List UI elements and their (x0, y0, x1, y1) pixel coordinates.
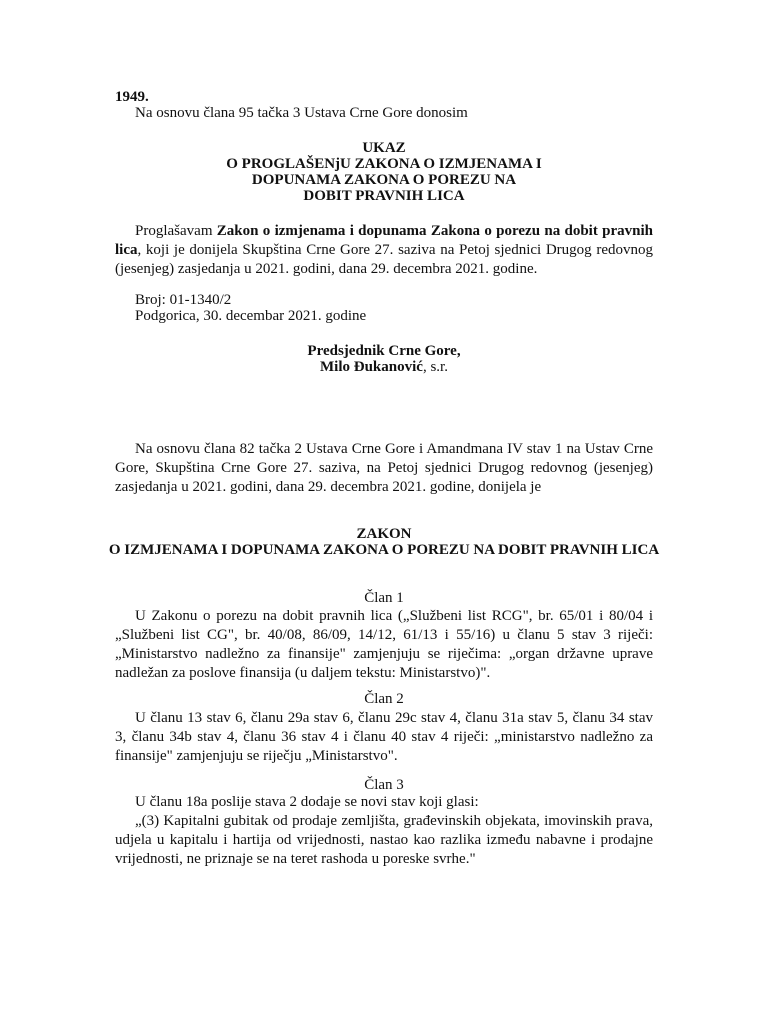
proclamation-prefix: Proglašavam (135, 223, 217, 239)
gazette-item-number: 1949. (115, 89, 149, 105)
article-3-heading: Član 3 (364, 777, 404, 793)
place-date: Podgorica, 30. decembar 2021. godine (135, 308, 367, 324)
law-name: Zakon o izmjenama i dopunama Zakona o porezu na dobit pravnih lica (115, 223, 654, 258)
article-2-heading: Član 2 (364, 691, 404, 707)
article-1-body (115, 607, 653, 683)
article-1-text: U Zakonu o porezu na dobit pravnih lica („Službeni list RCG", br. 65/01 i 80/04 i „Službeni list CG", br. 40/08, 86/09, 14/12, 61/13 i 55/16) u članu 5 stav 3 riječi: „Ministarstvo nadležno za finansije" zamjenjuju se riječima: „organ državne uprave nadležan za poslove finansija (u daljem tekstu: Ministarstvo)". (115, 608, 653, 681)
ukaz-subtitle-line-3: DOBIT PRAVNIH LICA (303, 188, 465, 204)
document-number: Broj: 01-1340/2 (135, 292, 232, 308)
ukaz-subtitle-line-2: DOPUNAMA ZAKONA O POREZU NA (251, 172, 517, 188)
ukaz-proclamation (115, 222, 653, 279)
article-3-body (115, 793, 653, 869)
article-3-quote: „(3) Kapitalni gubitak od prodaje zemljišta, građevinskih objekata, imovinskih prava, udjela u kapitalu i hartija od vrijednosti, nastao kao razlika između nabavne i prodajne vrijednosti, ne priznaje se na teret rashoda u poreske svrhe." (115, 813, 653, 867)
zakon-title: ZAKON (356, 526, 412, 542)
article-2-body (115, 709, 653, 766)
ukaz-title: UKAZ (362, 140, 406, 156)
preamble-text: Na osnovu člana 82 tačka 2 Ustava Crne Gore i Amandmana IV stav 1 na Ustav Crne Gore, Skupština Crne Gore 27. saziva, na Petoj sjednici Drugog redovnog (jesenjeg) zasjedanja u 2021. godini, dana 29. decembra 2021. godine, donijela je (115, 441, 653, 495)
proclamation-suffix: , koji je donijela Skupština Crne Gore 27. saziva na Petoj sjednici Drugog redovnog (jesenjeg) zasjedanja u 2021. godini, dana 29. decembra 2021. godine. (115, 242, 653, 277)
zakon-subtitle: O IZMJENAMA I DOPUNAMA ZAKONA O POREZU NA DOBIT PRAVNIH LICA (108, 542, 660, 558)
president-signature-suffix: , s.r. (422, 359, 448, 375)
law-preamble (115, 440, 653, 497)
president-name: Milo Đukanović (320, 359, 423, 375)
article-2-text: U članu 13 stav 6, članu 29a stav 6, članu 29c stav 4, članu 31a stav 5, članu 34 stav 3, članu 34b stav 4, članu 36 stav 4 i članu 40 stav 4 riječi: „ministarstvo nadležno za finansije" zamjenjuju se riječju „Ministarstvo". (115, 710, 653, 764)
article-1-heading: Član 1 (364, 590, 404, 606)
article-3-text: U članu 18a poslije stava 2 dodaje se novi stav koji glasi: (135, 794, 479, 810)
president-title: Predsjednik Crne Gore, (307, 343, 461, 359)
president-signature (0, 358, 768, 377)
ukaz-subtitle-line-1: O PROGLAŠENjU ZAKONA O IZMJENAMA I (226, 156, 542, 172)
ukaz-intro: Na osnovu člana 95 tačka 3 Ustava Crne Gore donosim (135, 105, 468, 121)
